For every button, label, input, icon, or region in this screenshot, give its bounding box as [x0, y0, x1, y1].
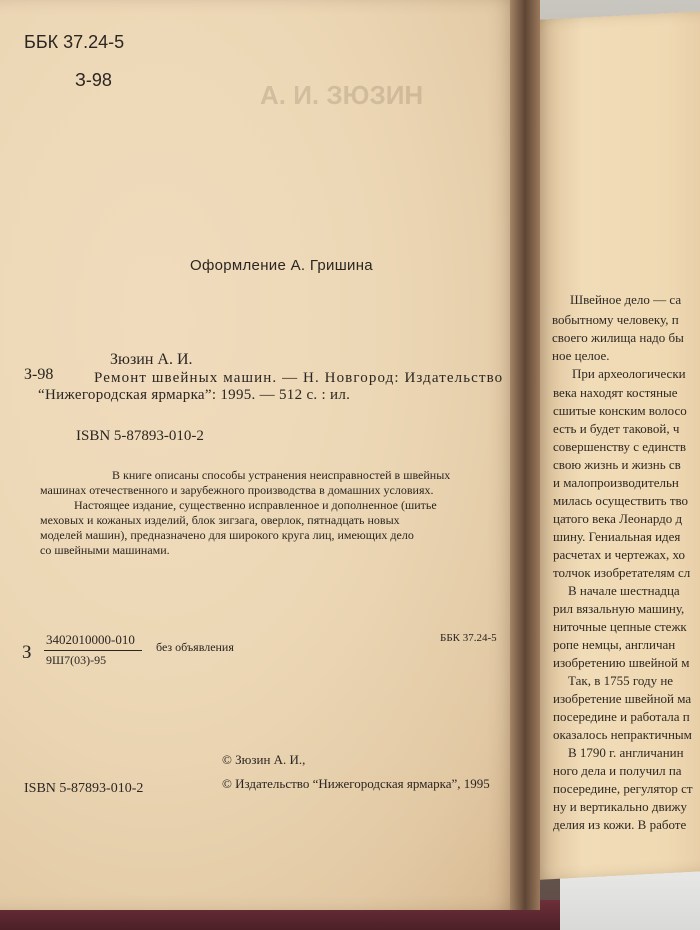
annotation-line: Настоящее издание, существенно исправленное и дополненное (шитье: [74, 498, 437, 512]
annotation-line: машинах отечественного и зарубежного производства в домашних условиях.: [40, 483, 434, 497]
isbn-bottom: ISBN 5-87893-010-2: [24, 781, 144, 796]
annotation-line: со швейными машинами.: [40, 543, 170, 557]
show-through-text: А. И. ЗЮЗИН: [260, 80, 424, 110]
catalog-mark-top: З-98: [75, 70, 112, 90]
right-page-line: свою жизнь и жизнь св: [553, 457, 681, 472]
right-page-line: цатого века Леонардо д: [553, 511, 683, 526]
bbk-classification: ББК 37.24-5: [24, 32, 125, 52]
author-name: Зюзин А. И.: [110, 351, 193, 368]
right-page-line: изобретению швейной м: [553, 655, 690, 670]
right-page-line: В начале шестнадца: [568, 583, 680, 598]
right-page-line: сшитые конским волосо: [553, 403, 687, 418]
right-page-line: и малопроизводительн: [553, 475, 679, 490]
right-page-line: века находят костяные: [553, 385, 678, 400]
right-page-line: ниточные цепные стежк: [553, 619, 687, 634]
right-page-line: ропе немцы, англичан: [553, 637, 676, 652]
annotation-line: меховых и кожаных изделий, блок зигзага, оверлок, пятнадцать новых: [40, 513, 400, 527]
right-page-line: изобретение швейной ма: [553, 691, 692, 706]
right-page-line: посередине и работала п: [553, 709, 690, 724]
right-page-line: своего жилища надо бы: [552, 330, 684, 345]
right-page-line: Так, в 1755 году не: [568, 673, 674, 688]
right-page-line: ное целое.: [552, 348, 610, 363]
right-page-line: толчок изобретателям сл: [553, 565, 691, 580]
publisher-line: “Нижегородская ярмарка”: 1995. — 512 с. : ил.: [38, 387, 351, 403]
annotation-line: моделей машин), предназначено для широкого круга лиц, имеющих дело: [40, 528, 414, 542]
right-page-line: При археологически: [572, 366, 686, 381]
annotation-line: В книге описаны способы устранения неисправностей в швейных: [112, 468, 451, 482]
right-page-line: рил вязальную машину,: [553, 601, 685, 616]
right-page-line: Швейное дело — са: [570, 292, 682, 307]
design-credit: Оформление А. Гришина: [190, 257, 373, 274]
fraction-rule: [44, 650, 142, 651]
right-page-line: милась осуществить тво: [553, 493, 689, 508]
price-note: без объявления: [156, 640, 234, 654]
right-page-line: есть и будет таковой, ч: [553, 421, 680, 436]
right-page-line: вобытному человеку, п: [552, 312, 679, 327]
bibliographic-code: 3402010000-010: [46, 632, 135, 647]
copyright-author: © Зюзин А. И.,: [222, 752, 306, 767]
right-page-line: совершенству с единств: [553, 439, 686, 454]
catalog-mark: З-98: [24, 366, 54, 383]
book-title-line: Ремонт швейных машин. — Н. Новгород: Издательство: [94, 370, 504, 386]
right-page-line: шину. Гениальная идея: [553, 529, 681, 544]
bibliographic-letter: З: [22, 642, 32, 663]
copyright-publisher: © Издательство “Нижегородская ярмарка”, 1995: [222, 776, 490, 791]
right-page-line: оказалось непрактичным: [553, 727, 692, 742]
annotation: [40, 468, 510, 558]
right-page-line: делия из кожи. В работе: [553, 817, 687, 832]
right-page-line: посередине, регулятор ст: [553, 781, 693, 796]
bibliographic-subcode: 9Ш7(03)-95: [46, 653, 107, 667]
book-gutter: [510, 0, 540, 910]
bbk-short: ББК 37.24-5: [440, 632, 497, 644]
right-page-line: расчетах и чертежах, хо: [553, 547, 685, 562]
right-page-line: ну и вертикально движу: [553, 799, 688, 814]
right-page-line: В 1790 г. англичанин: [568, 745, 684, 760]
isbn: ISBN 5-87893-010-2: [76, 428, 204, 444]
right-page-line: ного дела и получил па: [553, 763, 682, 778]
